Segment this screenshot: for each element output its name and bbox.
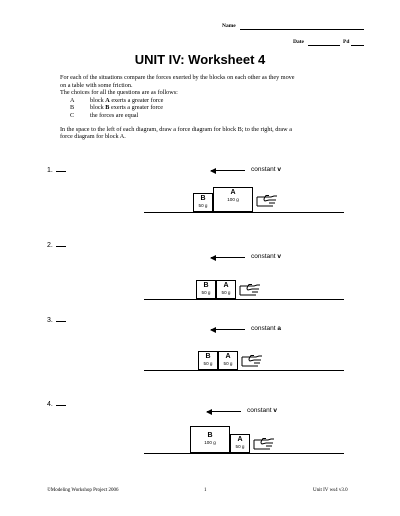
- intro-line-1: For each of the situations compare the forces exerted by the blocks on each other as they move: [60, 74, 295, 81]
- hand-push-icon-3: [241, 354, 263, 368]
- hand-push-icon-4: [253, 437, 275, 451]
- footer-version: Unit IV ws4 v3.0: [313, 488, 348, 493]
- intro-line-2: on a table with some friction.: [60, 81, 133, 89]
- answer-blank-3[interactable]: [56, 315, 66, 322]
- block-b-4: B 100 g: [190, 426, 230, 453]
- pd-line[interactable]: [351, 38, 364, 46]
- motion-label-4: constant v: [247, 407, 278, 414]
- block-a-1: A 100 g: [213, 187, 253, 212]
- answer-blank-1[interactable]: [56, 165, 66, 172]
- velocity-arrow-4: [207, 411, 241, 412]
- motion-label-3: constant a: [251, 325, 282, 332]
- table-surface-4: [144, 453, 344, 454]
- instructions: [60, 74, 380, 141]
- question-1-number: 1.: [47, 165, 66, 174]
- choice-c: C the forces are equal: [70, 111, 139, 119]
- date-label: Date: [293, 39, 304, 45]
- motion-label-1: constant v: [251, 166, 282, 173]
- block-b-2: B 50 g: [196, 280, 216, 299]
- question-3-number: 3.: [47, 315, 66, 324]
- answer-blank-2[interactable]: [56, 240, 66, 247]
- question-4-number: 4.: [47, 399, 66, 408]
- date-line[interactable]: [308, 38, 340, 46]
- block-a-3: A 50 g: [218, 351, 238, 370]
- choice-b: B block B exerts a greater force: [70, 104, 164, 112]
- answer-blank-4[interactable]: [56, 399, 66, 406]
- pd-label: Pd: [343, 39, 350, 45]
- page-title: UNIT IV: Worksheet 4: [134, 52, 266, 67]
- block-b-1: B 50 g: [193, 193, 213, 212]
- block-a-4: A 50 g: [230, 434, 250, 453]
- velocity-arrow-2: [211, 257, 245, 258]
- table-surface-1: [144, 212, 344, 213]
- velocity-arrow-1: [211, 170, 245, 171]
- table-surface-2: [144, 299, 344, 300]
- intro-line-3: The choices for all the questions are as follows:: [60, 89, 178, 97]
- question-2-number: 2.: [47, 240, 66, 249]
- name-label: Name: [222, 23, 236, 29]
- block-a-2: A 50 g: [216, 280, 236, 299]
- block-b-3: B 50 g: [198, 351, 218, 370]
- footer-copyright: ©Modeling Workshop Project 2006: [47, 488, 119, 493]
- choice-a: A block A exerts a greater force: [70, 96, 164, 104]
- instruction-line-1: In the space to the left of each diagram, draw a force diagram for block B; to the right, draw a: [60, 125, 292, 133]
- hand-push-icon-2: [239, 283, 261, 297]
- instruction-line-2: force diagram for block A.: [60, 133, 126, 141]
- hand-push-icon-1: [256, 194, 278, 208]
- name-line[interactable]: [240, 22, 364, 30]
- footer-page-number: 1: [204, 488, 207, 493]
- motion-label-2: constant v: [251, 253, 282, 260]
- table-surface-3: [144, 370, 344, 371]
- acceleration-arrow-3: [211, 329, 245, 330]
